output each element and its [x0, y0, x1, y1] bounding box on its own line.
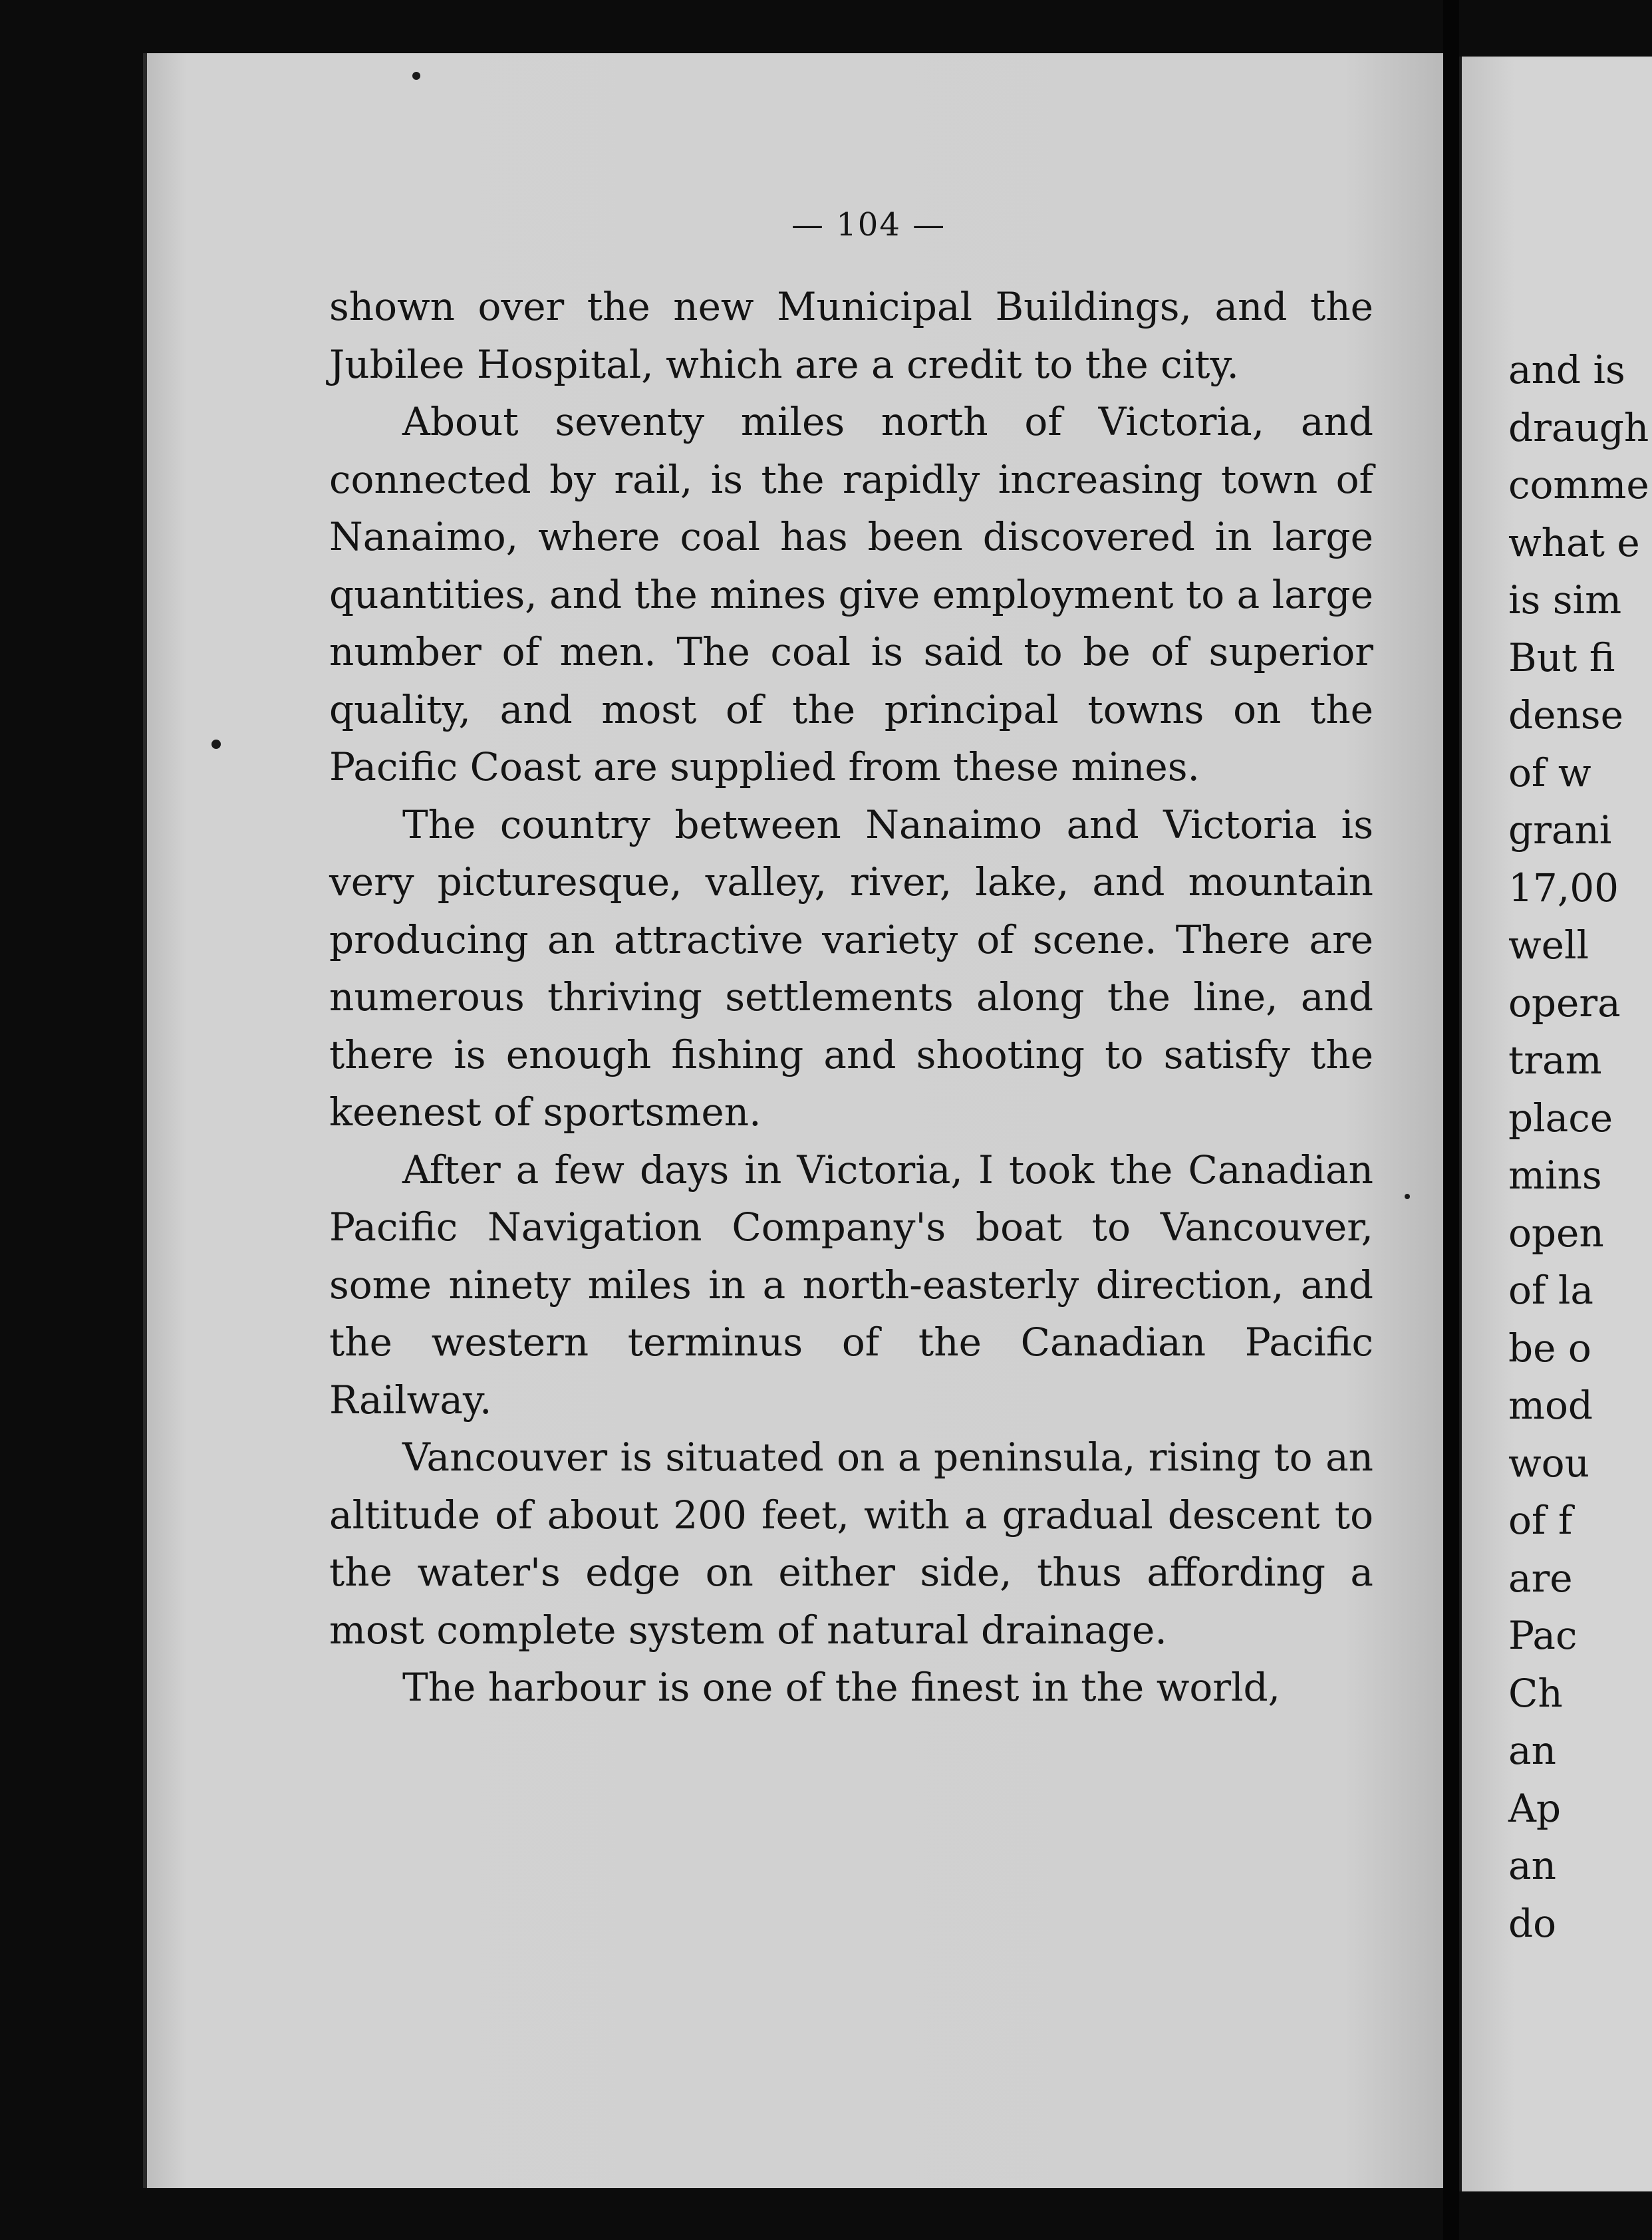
text-fragment: Ap [1508, 1785, 1562, 1831]
paragraph: Vancouver is situated on a peninsula, rising to an altitude of about 200 feet, with a gradual descent to the water's edge on either side, thus affording a most complete system of natural drainage. [329, 1435, 1373, 1653]
text-fragment: 17,00 [1508, 865, 1619, 910]
paragraph: The country between Nanaimo and Victoria is very picturesque, valley, river, lake, and mountain producing an attractive variety of scene. There are numerous thriving settlements along the line, and there is enough fishing and shooting to satisfy the keenest of sportsmen. [329, 801, 1373, 1135]
text-fragment: an [1508, 1843, 1556, 1888]
paragraph: After a few days in Victoria, I took the Canadian Pacific Navigation Company's boat to Vancouver, some ninety miles in a north-easterly direction, and the western terminus of the Canadian Pacific Railway. [329, 1147, 1373, 1423]
paragraph: The harbour is one of the finest in the world, [402, 1665, 1281, 1710]
left-page-body-text [329, 278, 1373, 1717]
text-fragment: draugh [1508, 404, 1649, 450]
text-fragment: mins [1508, 1153, 1602, 1198]
text-fragment: are [1508, 1555, 1573, 1601]
scan-speck [211, 740, 221, 749]
right-page-text-fragments [1508, 341, 1649, 1952]
text-fragment: mod [1508, 1383, 1593, 1428]
text-fragment: comme [1508, 462, 1649, 507]
text-fragment: and is [1508, 347, 1625, 392]
text-fragment: wou [1508, 1440, 1589, 1486]
page-number: — 104 — [791, 206, 946, 243]
text-fragment: an [1508, 1728, 1556, 1773]
paragraph: About seventy miles north of Victoria, and connected by rail, is the rapidly increasing town of Nanaimo, where coal has been discovered in large quantities, and the mines give employment to a large number of men. The coal is said to be of superior quality, and most of the principal towns on the Pacific Coast are supplied from these mines. [329, 399, 1373, 789]
text-fragment: what e [1508, 519, 1640, 565]
text-fragment: Pac [1508, 1613, 1578, 1658]
text-fragment: of la [1508, 1268, 1593, 1313]
book-gutter [1443, 0, 1459, 2240]
paragraph: shown over the new Municipal Buildings, and the Jubilee Hospital, which are a credit to the city. [329, 284, 1373, 387]
text-fragment: grani [1508, 807, 1612, 853]
scan-speck [412, 72, 420, 80]
text-fragment: is sim [1508, 577, 1622, 623]
scan-speck [1405, 1194, 1410, 1199]
text-fragment: place [1508, 1095, 1613, 1141]
text-fragment: Ch [1508, 1670, 1563, 1716]
text-fragment: tram [1508, 1038, 1602, 1083]
text-fragment: of f [1508, 1498, 1573, 1543]
text-fragment: do [1508, 1900, 1557, 1946]
text-fragment: of w [1508, 750, 1591, 795]
text-fragment: dense [1508, 692, 1623, 738]
text-fragment: open [1508, 1210, 1604, 1256]
text-fragment: opera [1508, 980, 1621, 1026]
text-fragment: well [1508, 922, 1589, 968]
text-fragment: But fi [1508, 634, 1615, 680]
text-fragment: be o [1508, 1325, 1591, 1371]
